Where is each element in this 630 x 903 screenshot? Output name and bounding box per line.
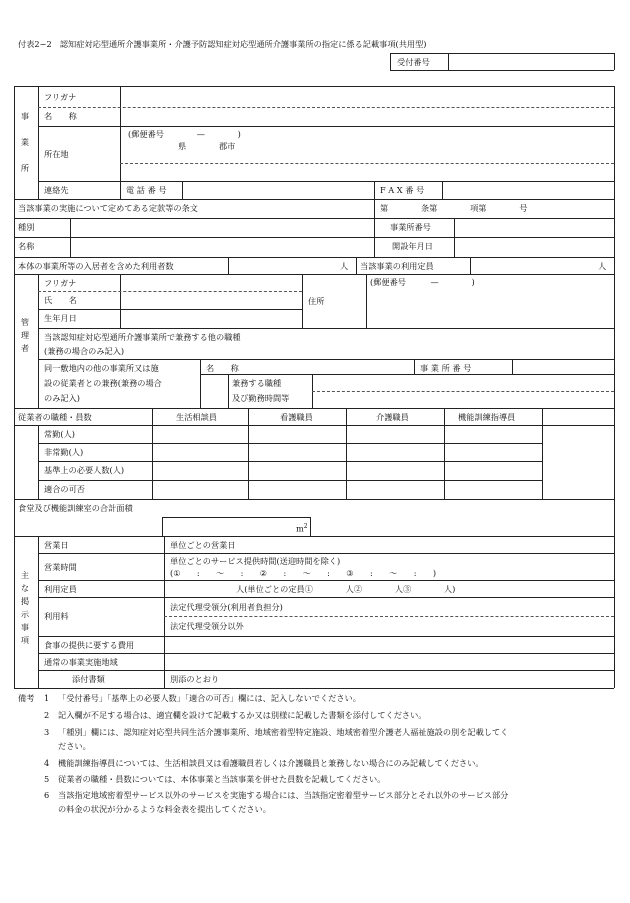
notes-label: 備考 — [18, 693, 35, 703]
note-text-continued: の料金の状況が分かるような料金表を提出してください。 — [58, 804, 271, 814]
concurrent-label-1: 同一敷地内の他の事業所又は施 — [44, 363, 159, 373]
attached-docs-label: 添付書類 — [72, 674, 105, 684]
note-number: 4 — [44, 758, 50, 768]
concurrent-label-3: のみ記入) — [44, 393, 80, 403]
type-label: 種別 — [18, 222, 35, 232]
manager-postal-code[interactable]: (郵便番号 — ) — [370, 277, 475, 287]
note-number: 5 — [44, 774, 50, 784]
concurrent-job-label-1: 兼務する職種 — [232, 378, 282, 388]
staff-col-nurse: 看護職員 — [280, 412, 313, 422]
fee-statutory: 法定代理受領分(利用者負担分) — [170, 602, 283, 612]
article-number-field[interactable]: 第 条第 項第 号 — [380, 203, 528, 213]
office-pref-city[interactable]: 県 郡市 — [178, 141, 236, 151]
business-hours-fields[interactable]: (① : 〜 : ② : 〜 : ③ : 〜 : ) — [170, 568, 437, 578]
concurrent-office-no-label: 事 業 所 番 号 — [420, 363, 472, 373]
office-fax-label: F A X 番 号 — [380, 185, 425, 195]
articles-label: 当該事業の実施について定めてある定款等の条文 — [18, 203, 198, 213]
form-title: 付表2−2 認知症対応型通所介護事業所・介護予防認知症対応型通所介護事業所の指定に係る記載事項(共用型) — [18, 39, 427, 49]
staff-table-label: 従業者の職種・員数 — [18, 412, 92, 422]
business-hours-label: 営業時間 — [44, 562, 77, 572]
other-duty-label-1: 当該認知症対応型通所介護事業所で兼務する他の職種 — [44, 332, 241, 342]
staff-col-life-consultant: 生活相談員 — [176, 412, 217, 422]
business-hours-note: 単位ごとのサービス提供時間(送迎時間を除く) — [170, 556, 341, 566]
staff-col-caregiver: 介護職員 — [376, 412, 409, 422]
receipt-number-field[interactable] — [452, 58, 610, 68]
meal-fee-label: 食事の提供に要する費用 — [44, 640, 135, 650]
office-furigana-label: フリガナ — [44, 92, 77, 102]
attached-docs-value: 別添のとおり — [170, 674, 220, 684]
capacity-label: 当該事業の利用定員 — [360, 261, 434, 271]
office-section-label: 事 業 所 — [20, 111, 30, 173]
manager-birth-label: 生年月日 — [44, 313, 77, 323]
users-unit: 人 — [340, 261, 349, 271]
office-contact-label: 連絡先 — [44, 185, 69, 195]
manager-section-label: 管 理 者 — [20, 317, 30, 353]
note-number: 2 — [44, 710, 50, 720]
business-day-value: 単位ごとの営業日 — [170, 540, 236, 550]
concurrent-label-2: 設の従業者との兼務(兼務の場合 — [44, 378, 162, 388]
note-text: 記入欄が不足する場合は、適宜欄を設けて記載するか又は別様に記載した書類を添付してください。 — [58, 710, 427, 720]
note-number: 1 — [44, 693, 50, 703]
note-text: 「受付番号」「基準上の必要人数」「適合の可否」欄には、記入しないでください。 — [58, 693, 361, 703]
other-duty-label-2: (兼務の場合のみ記入) — [44, 346, 125, 356]
fee-label: 利用料 — [44, 611, 69, 621]
dining-area-label: 食堂及び機能訓練室の合計面積 — [18, 503, 133, 513]
note-text: 当該指定地域密着型サービス以外のサービスを実施する場合には、当該指定密着型サービス部分とそれ以外のサービス部分 — [58, 790, 509, 800]
concurrent-job-label-2: 及び勤務時間等 — [232, 393, 290, 403]
office-number-label: 事業所番号 — [390, 222, 431, 232]
staff-row-fulltime: 常勤(人) — [44, 429, 75, 439]
note-number: 6 — [44, 790, 50, 800]
staff-col-trainer: 機能訓練指導員 — [458, 412, 516, 422]
main-items-section-label: 主 な 掲 示 事 項 — [20, 570, 30, 645]
note-number: 3 — [44, 727, 50, 737]
dining-area-unit: $m^2$ — [296, 523, 308, 534]
opened-date-label: 開設年月日 — [392, 241, 433, 251]
office-name-label: 名 称 — [44, 111, 77, 121]
users-count-label: 本体の事業所等の入居者を含めた利用者数 — [18, 261, 174, 271]
capacity-unit: 人 — [598, 261, 607, 271]
manager-name-label: 氏 名 — [44, 295, 77, 305]
office-phone-label: 電 話 番 号 — [126, 185, 167, 195]
service-area-label: 通常の事業実施地域 — [44, 657, 118, 667]
manager-address-label: 住所 — [308, 296, 325, 306]
staff-row-compliance: 適合の可否 — [44, 484, 85, 494]
capacity-row-label: 利用定員 — [44, 584, 77, 594]
note-text: 「種別」欄には、認知症対応型共同生活介護事業所、地域密着型特定施設、地域密着型介護老人福祉施設の別を記載してく — [58, 727, 509, 737]
fee-other: 法定代理受領分以外 — [170, 621, 244, 631]
name-label: 名称 — [18, 241, 35, 251]
staff-row-parttime: 非常勤(人) — [44, 447, 84, 457]
receipt-number-label: 受付番号 — [397, 57, 430, 67]
note-text: 機能訓練指導員については、生活相談員又は看護職員若しくは介護職員と兼務しない場合にのみ記載してください。 — [58, 758, 484, 768]
staff-row-required: 基準上の必要人数(人) — [44, 465, 125, 475]
business-day-label: 営業日 — [44, 540, 69, 550]
capacity-row-value[interactable]: 人(単位ごとの定員① 人② 人③ 人) — [236, 584, 456, 594]
manager-furigana-label: フリガナ — [44, 278, 77, 288]
concurrent-name-label: 名 称 — [206, 363, 239, 373]
office-postal-code[interactable]: (郵便番号 — ) — [128, 129, 241, 139]
note-text-continued: ださい。 — [58, 741, 91, 751]
note-text: 従業者の職種・員数については、本体事業と当該事業を併せた員数を記載してください。 — [58, 774, 386, 784]
office-address-label: 所在地 — [44, 149, 69, 159]
